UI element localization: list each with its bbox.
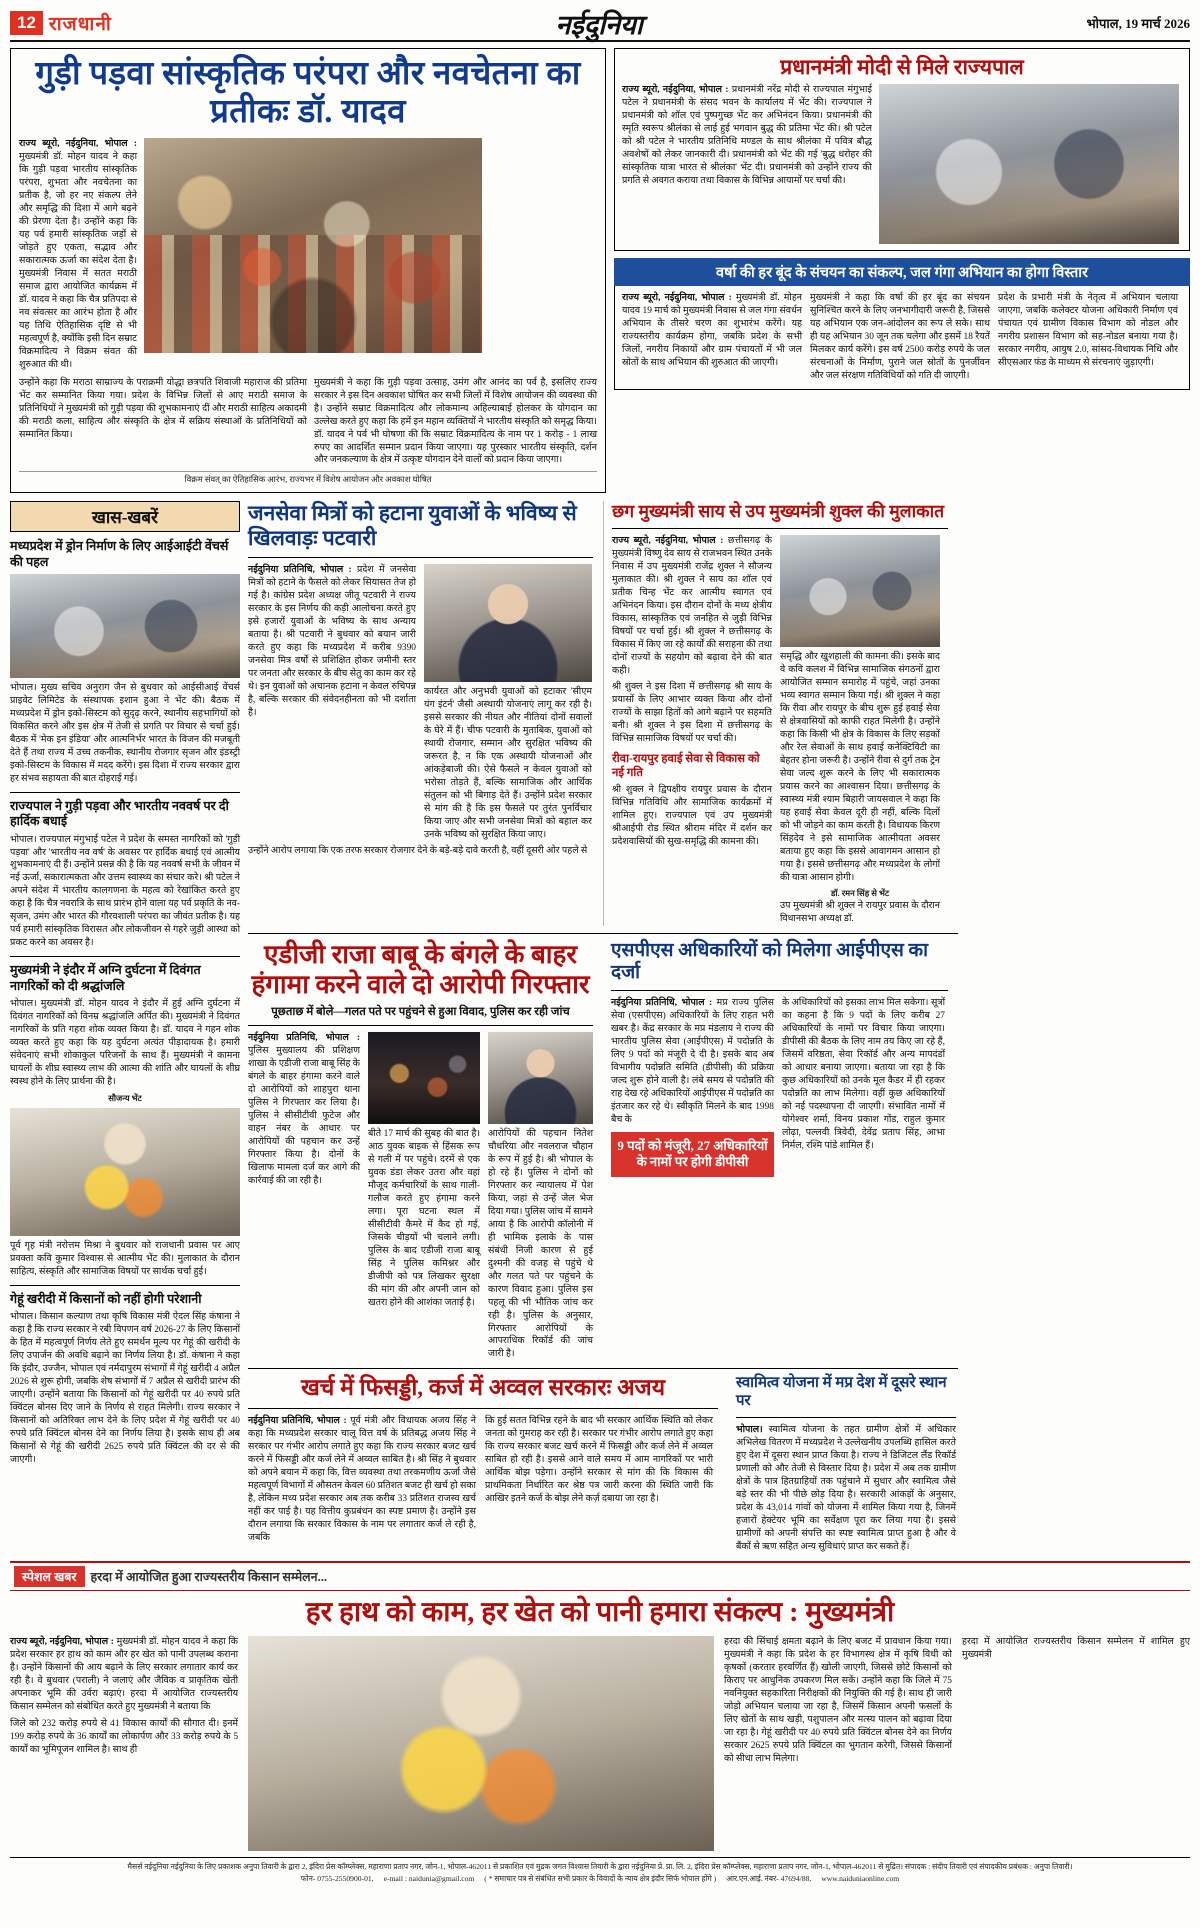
sps-headline: एसपीएस अधिकारियों को मिलेगा आईपीएस का दर्जा <box>611 939 929 984</box>
special-body <box>10 1636 1190 1851</box>
raman-singh-text: उप मुख्यमंत्री श्री शुक्ल ने रायपुर प्रवास के दौरान विधानसभा अध्यक्ष डॉ. <box>780 900 940 924</box>
adg-incident-photo <box>368 1032 480 1124</box>
jal-ganga-c1: मुख्यमंत्री डॉ. मोहन यादव 19 मार्च को मुख्यमंत्री निवास से जल गंगा संवर्धन अभियान के तीसरे चरण का शुभारंभ करेंगे। यह राज्यस्तरीय कार्यक्रम होगा, जबकि प्रदेश के सभी जिलों, नगरीय निकायों और ग्राम पंचायतों में भी जल स्रोतों के साथ अभियान की शुरुआत की जाएगी। <box>622 293 802 368</box>
khas-item-1-text: भोपाल। राज्यपाल मंगुभाई पटेल ने प्रदेश के समस्त नागरिकों को 'गुड़ी पड़वा' और 'भारतीय नव वर्ष' के अवसर पर हार्दिक बधाई एवं आत्मीय शुभकामनाएं दी हैं। उन्होंने प्रसन्न की है कि यह नववर्ष सभी के जीवन में नई ऊर्जा, सकारात्मकता और उत्तम स्वास्थ्य का संचार करे। श्री पटेल ने अपने संदेश में भारतीय कालगणना के महत्व को रेखांकित करते हुए कहा है कि चैत्र नवरात्रि के साथ प्रारंभ होने वाला यह पर्व प्रकृति के नव-सृजन, उमंग और भारत की गौरवशाली परंपरा का जीवंत प्रतीक है। यह पर्व हमारी सांस्कृतिक विरासत और लोकजीवन से गहरे जुड़ी आस्था को प्रकट करने का अवसर है। <box>10 834 240 949</box>
jal-ganga-col-1 <box>622 292 802 383</box>
kharch-svamitva-row <box>248 1375 958 1553</box>
lead-col2-text: उन्होंने कहा कि मराठा साम्राज्य के पराक्रमी योद्धा छत्रपति शिवाजी महाराज की प्रतिमा भेंट कर सम्मानित किया गया। प्रदेश के विभिन्न जिलों से आए मराठी समाज के प्रतिनिधियों ने मुख्यमंत्री को गुड़ी पड़वा की शुभकामनाएं दीं और मराठी साहित्य अकादमी की मराठी कला, साहित्य और संस्कृति के क्षेत्र में सक्रिय संस्थाओं के प्रतिनिधियों को सम्मानित किया। <box>19 377 307 440</box>
governor-article <box>614 48 1190 251</box>
cg-col-2 <box>780 535 940 925</box>
kharch-col-2 <box>485 1415 713 1545</box>
patwari-photo <box>424 564 592 682</box>
lead-col1-text: मुख्यमंत्री डॉ. मोहन यादव ने कहा कि गुड़ी पड़वा भारतीय सांस्कृतिक परंपरा, शुभता और नवचेतना का प्रतीक है, जो हर नए संकल्प लेने और समृद्धि की दिशा में आगे बढ़ने की प्रेरणा देता है। उन्होंने कहा कि यह पर्व हमारी सांस्कृतिक जड़ों से जोड़ते हुए एकता, सद्भाव और सकारात्मक ऊर्जा का संदेश देता है। मुख्यमंत्री निवास में सतत मराठी समाज द्वारा आयोजित कार्यक्रम में डॉ. यादव ने कहा कि चैत्र प्रतिपदा से नव संवत्सर का आरंभ होता है और यह तिथि ऐतिहासिक दृष्टि से भी महत्वपूर्ण है, क्योंकि इसी दिन सम्राट विक्रमादित्य ने विक्रम संवत की शुरुआत की थी। <box>19 152 137 370</box>
footer-line-1: मैसर्स नईदुनिया नईदुनिया के लिए प्रकाशक अनुपा तिवारी के द्वारा 2, इंदिरा प्रेस कॉम्प्लेक्स, महाराणा प्रताप नगर, जोन-1, भोपाल-462011 से प्रकाशित एवं मुद्रक जगत विश्वास तिवारी के द्वारा नईदुनिया प्रे. प्रा. लि. 2, इंदिरा प्रेस कॉम्प्लेक्स, महाराणा प्रताप नगर, जोन-1, भोपाल-462011 से मुद्रित। संपादक : संदीप तिवारी एवं संपादकीय प्रबंधक : अनुपा तिवारी। <box>127 1861 1073 1871</box>
sps-article <box>603 940 948 1362</box>
special-headline: हर हाथ को काम, हर खेत को पानी हमारा संकल्प : मुख्यमंत्री <box>305 1597 895 1629</box>
jal-ganga-article <box>614 286 1190 390</box>
patwari-cg-row <box>248 501 958 925</box>
saujanya-bhent-caption: सौजन्य भेंट <box>108 1093 142 1103</box>
svamitva-headline: स्वामित्व योजना में मप्र देश में दूसरे स्थान पर <box>736 1375 947 1410</box>
jal-ganga-banner: वर्षा की हर बूंद के संचयन का संकल्प, जल गंगा अभियान का होगा विस्तार <box>614 258 1190 286</box>
cg-sub-headline: रीवा-रायपुर हवाई सेवा से विकास को नई गति <box>612 752 760 779</box>
cg-meeting-photo <box>780 535 940 647</box>
cg-c1: छत्तीसगढ़ के मुख्यमंत्री विष्णु देव साय से राजभवन स्थित उनके निवास में उप मुख्यमंत्री राजेंद्र शुक्ल ने सौजन्य मुलाकात की। श्री शुक्ल ने साय का शॉल एवं प्रतीक चिन्ह भेंट कर आत्मीय स्वागत एवं अभिनंदन किया। इस दौरान दोनों के मध्य क्षेत्रीय विकास, सांस्कृतिक एवं जनहित से जुड़ी विभिन्न विषयों पर चर्चा हुई। श्री शुक्ल ने छत्तीसगढ़ के विकास में किए जा रहे कार्यों की सराहना की तथा दोनों राज्यों के सहयोग को बढ़ावा देने की बात कही। <box>612 536 773 677</box>
svamitva-text: स्वामित्व योजना के तहत ग्रामीण क्षेत्रों में अधिकार अभिलेख वितरण में मध्यप्रदेश ने उल्लेखनीय उपलब्धि हासिल करते हुए देश में दूसरा स्थान प्राप्त किया है। राज्य ने डिजिटल लैंड रिकॉर्ड प्रणाली को और तेजी से विस्तार दिया है। प्रदेश में अब तक ग्रामीण क्षेत्रों के पात्र हितग्राहियों तक पहुंचाने में सुधार और स्वामित्व जैसे बड़े स्तर की भी पीछे छोड़ दिया है। सरकारी आंकड़ों के अनुसार, प्रदेश के 43,014 गांवों को योजना में शामिल किया गया है, जिनमें हजारों हेक्टेयर भूमि का सर्वेक्षण पूरा कर लिया गया है। इससे ग्रामीणों को अपनी संपत्ति का स्पष्ट स्वामित्व प्राप्त हुआ है और वे बैंकों से ऋण सहित अन्य सुविधाएं प्राप्त कर सकते हैं। <box>736 1424 956 1552</box>
footer-website[interactable]: www.naiduniaonline.com <box>821 1874 900 1884</box>
khas-khabren-column <box>10 501 240 1553</box>
special-col-4 <box>962 1636 1190 1851</box>
patwari-dateline: नईदुनिया प्रतिनिधि, भोपाल : <box>248 564 352 575</box>
lead-col-2 <box>19 377 307 468</box>
jal-ganga-col-3 <box>998 292 1178 383</box>
khas-item-2-headline: मुख्यमंत्री ने इंदौर में अग्नि दुर्घटना में दिवंगत नागरिकों को दी श्रद्धांजलि <box>10 963 201 993</box>
jal-ganga-c2: मुख्यमंत्री ने कहा कि वर्षा की हर बूंद का संचयन सुनिश्चित करने के लिए जनभागीदारी जरूरी है, जिससे यह अभियान एक जन-आंदोलन का रूप ले सके। साथ ही यह अभियान 30 जून तक चलेगा और इसमें 18 रैयतें मिलकर कार्य करेंगे। इस वर्ष 2500 करोड़ रुपये के जल संरचनाओं के निर्माण, पुराने जल स्रोतों के पुनर्जीवन और जल संरक्षण गतिविधियों को गति दी जाएगी। <box>810 293 990 381</box>
edition-date: भोपाल, 19 मार्च 2026 <box>1086 16 1190 31</box>
patwari-col-1 <box>248 564 416 842</box>
section-name: राजधानी <box>48 14 112 35</box>
cg-c3: समृद्धि और खुशहाली की कामना की। इसके बाद वे कवि कलश में विभिन्न सामाजिक संगठनों द्वारा आयोजित सम्मान समारोह में पहुंचे, जहां उनका भव्य स्वागत सम्मान किया गई। श्री शुक्ल ने कहा कि रीवा और रायपुर के बीच शुरू हुई हवाई सेवा से क्षेत्रवासियों को काफी राहत मिलेगी है। उन्होंने कहा कि किसी भी क्षेत्र के विकास के लिए सड़कों और रेल सेवाओं के साथ हवाई कनेक्टिविटी का बेहतर होना जरूरी है। उन्होंने रीवा से दुर्ग तक ट्रेन सेवा जल्द शुरू करने के लिए भी सकारात्मक प्रयास करने का आश्वासन दिया। छत्तीसगढ़ के स्वास्थ्य मंत्री श्याम बिहारी जायसवाल ने कहा कि यह हवाई सेवा केवल दूरी ही नहीं, बल्कि दिलों को भी जोड़ने का काम करती है। विधायक किरण सिंहदेव ने इसे सामाजिक आत्मीयता अवसर बताया हुए कहा कि इससे आवागमन आसान हो गया है। इससे छत्तीसगढ़ और मध्यप्रदेश के लोगों की यात्रा आसान होगी। <box>780 652 940 883</box>
governor-text-col <box>622 84 872 244</box>
sps-c1: मप्र राज्य पुलिस सेवा (एसपीएस) अधिकारियों के लिए राहत भरी खबर है। केंद्र सरकार के मप्र मंडलाय ने राज्य की भारतीय पुलिस सेवा (आईपीएस) में पदोन्नति के लिए 9 पदों को मंजूरी दे दी है। इसके बाद अब विभागीय पदोन्नति समिति (डीपीसी) की प्रक्रिया जल्द शुरू होने वाली है। लंबे समय से पदोन्नति की राह देख रहे अधिकारियों आईपीएस में पदोन्नति का इंतजार कर रहे थे। स्वीकृति मिलने के बाद 1998 बैच के <box>611 998 775 1126</box>
special-photo <box>248 1636 714 1851</box>
adg-c2: बीते 17 मार्च की सुबह की बात है। आठ युवक बाइक से हिंसक रूप से गली में पर पहुंचे। दरमें से एक युवक डंडा लेकर उतरा और वहां मौजूद कर्मचारियों के साथ गाली-गलौज करते हुए हंगामा करने लगा। पूरा घटना स्थल में सीसीटीवी कैमरे में कैद हो गई, जिसके चीड़यों भी चलाने लगी। पुलिस के बाद एडीजी राजा बाबू सिंह ने पुलिस कमिश्नर और डीजीपी को पत्र लिखकर सुरक्षा की मांग की और अपनी जान को खतरा होने की आशंका जताई है। <box>368 1128 480 1308</box>
patwari-headline: जनसेवा मित्रों को हटाना युवाओं के भविष्य से खिलवाड़ः पटवारी <box>248 501 577 551</box>
special-c3: हरदा की सिंचाई क्षमता बढ़ाने के लिए बजट में प्रावधान किया गया। मुख्यमंत्री ने कहा कि प्रदेश के हर विभागस्थ क्षेत्र में कृषि विधी को कृषकों (करतार हरवर्णित हैं) खोली जाएगी, जिससे छोटे किसानों को किराए पर आधुनिक उपकरण मिल सकें। उन्होंने कहा कि जिले में 75 नवनियुक्त सहकारिता निरीक्षकों की नियुक्ति की गई है। साथ ही जारी जोड़ो अभियान चलाया जा रहा है, जिसमें किसान अपनी फसलों के लिए खेतों के साथ खड़ी, पशुपालन और मत्स्य पालन को बढ़ावा दिया जा रहा है। गेहूं खरीदी पर 40 रुपये प्रति क्विंटल बोनस देने का निर्णय सरकार 2625 रुपये प्रति क्विंटल का भुगतान करेगी, जिससे किसानों को सीधा लाभ मिलेगा। <box>723 1636 952 1764</box>
lead-photo-caption: विक्रम संवत् का ऐतिहासिक आरंभ, राज्यभर में विशेष आयोजन और अवकाश घोषित <box>184 475 432 485</box>
special-subtitle: हरदा में आयोजित हुआ राज्यस्तरीय किसान सम्मेलन... <box>90 1570 327 1585</box>
saujanya-bhent-text: पूर्व गृह मंत्री नरोत्तम मिश्रा ने बुधवार को राजधानी प्रवास पर आए प्रवक्ता कवि कुमार विश्वास से आत्मीय भेंट की। मुलाकात के दौरान साहित्य, संस्कृति और सामाजिक विषयों पर सार्थक चर्चा हुई। <box>10 1240 240 1277</box>
page-footer <box>10 1857 1190 1885</box>
footer-phone: फोन- 0755-2550900-01, <box>300 1874 374 1884</box>
footer-rni: आर.एन.आई. नंबर- 47694/88, <box>726 1874 812 1884</box>
lead-body <box>19 138 597 371</box>
top-section <box>10 48 1190 493</box>
kharch-c1: पूर्व मंत्री और विधायक अजय सिंह ने कहा कि मध्यप्रदेश सरकार चालू वित्त वर्ष के प्रतिबद्ध अजय सिंह ने सरकार पर गंभीर आरोप लगाते हुए कहा कि राज्य सरकार बजट खर्च करने में फिसड्डी और कर्ज लेने में अव्वल साबित है। श्री सिंह ने बुधवार को अपने बयान में कहा कि, वित्त व्यवस्था तथा तरकमणीय ऊर्जा जैसे महत्वपूर्ण विभागों में औसतन केवल 60 प्रतिशत बजट ही खर्च हो सका है, लेकिन मध्य प्रदेश सरकार अब तक करीब 33 प्रतिशत राजस्व खर्च नहीं कर पाई है। यह वित्तीय कुप्रबंधन का स्पष्ट प्रमाण है। उन्होंने इस दौरान लगाया कि सरकार विकास के नाम पर लगातार कर्ज ले रही है, जबकि <box>248 1416 477 1543</box>
sps-c2: के अधिकारियों को इसका लाभ मिल सकेगा। सूत्रों का कहना है कि 9 पदों के लिए करीब 27 अधिकारियों के नामों पर विचार किया जाएगा। डीपीसी की बैठक के लिए नाम तय किए जा रहे हैं, जिसमें वरिष्ठता, सेवा रिकॉर्ड और अन्य मापदंडों को आधार बनाया जाएगा। बताया जा रहा है कि कुछ अधिकारियों को उनके मूल कैडर में ही रहकर पदोन्नति का लाभ मिलेगा। वहीं कुछ अधिकारियों को नई पदस्थापना दी जाएगी। संभावित नामों में योगेश्वर शर्मा, विनय प्रकाश गोंड, राहुल कुमार लोढ़ा, पल्लवी त्रिवेदी, देवेंद्र प्रताप सिंह, आभा निर्मल, रश्मि पांडे शामिल हैं। <box>782 998 945 1152</box>
special-col-1 <box>10 1636 238 1851</box>
khas-item-1-headline: राज्यपाल ने गुड़ी पड़वा और भारतीय नववर्ष पर दी हार्दिक बधाई <box>10 798 229 829</box>
khas-item-0-photo <box>10 574 240 678</box>
kharch-headline: खर्च में फिसड्डी, कर्ज में अव्वल सरकारः अजय <box>300 1375 666 1401</box>
patwari-c2: कार्यरत और अनुभवी युवाओं को हटाकर 'सीएम यंग इंटर्न' जैसी अस्थायी योजनाएं लागू कर रही है। इससे सरकार की नीयत और नीतियां दोनों सवालों के घेरे में हैं। चीफ पटवारी के मुताबिक, युवाओं को स्थायी रोजगार, सम्मान और सुरक्षित भविष्य की जरूरत है, न कि एक अस्थायी योजनाओं और आंकड़ेबाजी की। ऐसे फैसले न केवल युवाओं को भरोसा तोड़ते हैं, बल्कि सामाजिक और आर्थिक संतुलन को भी बिगाड़ देते हैं। उन्होंने प्रदेश सरकार से मांग की है कि इस फैसले पर तुरंत पुनर्विचार किया जाए और सभी जनसेवा मित्रों को बहाल कर उनके भविष्य को सुरक्षित किया जाए। <box>424 686 592 840</box>
kharch-dateline: नईदुनिया प्रतिनिधि, भोपाल : <box>248 1416 347 1427</box>
kharch-c2: कि हुई सतत विभिन्न रहने के बाद भी सरकार आर्थिक स्थिति को लेकर जनता को गुमराह कर रही है। सरकार पर गंभीर आरोप लगाते हुए कहा कि राज्य सरकार बजट खर्च करने में फिसड्डी और कर्ज लेने में अव्वल साबित हो रही है। इससे आने वाले समय में आम नागरिकों पर भारी आर्थिक बोझ पड़ेगा। उन्होंने सरकार से मांग की कि विकास की प्राथमिकता निर्धारित कर श्रेष्ठ पत्र जारी करना की स्थिति जारी कि आखिर इतने कर्ज के बोझ लेने कर्ज़ दबाया जा रहा है। <box>485 1416 713 1504</box>
adg-subheadline: पूछताछ में बोले—गलत पते पर पहुंचने से हुआ विवाद, पुलिस कर रही जांच <box>271 1005 570 1018</box>
patwari-c1: प्रदेश में जनसेवा मित्रों को हटाने के फैसले को लेकर सियासत तेज हो गई है। कांग्रेस प्रदेश अध्यक्ष जीतू पटवारी ने राज्य सरकार के इस निर्णय की कड़ी आलोचना करते हुए इसे हजारों युवाओं के भविष्य के साथ अन्याय बताया है। श्री पटवारी ने बुधवार को बयान जारी करते हुए कहा कि मध्यप्रदेश में करीब 9390 जनसेवा मित्र वर्षों से प्रशिक्षित होकर जमीनी स्तर पर जनता और सरकार के बीच सेतु का काम कर रहे थे। इन युवाओं को अचानक हटाना न केवल रुचिपन्न है, बल्कि सरकार की संवेदनहीनता को भी दर्शाता है। <box>248 564 416 718</box>
cg-meeting-headline: छग मुख्यमंत्री साय से उप मुख्यमंत्री शुक्ल की मुलाकात <box>612 501 945 522</box>
khas-item-0-headline: मध्यप्रदेश में ड्रोन निर्माण के लिए आईआईटी वेंचर्स की पहल <box>10 539 229 569</box>
lead-dateline: राज्य ब्यूरो, नईदुनिया, भोपाल : <box>19 139 137 150</box>
lead-body-2 <box>19 377 597 468</box>
svamitva-article <box>728 1375 956 1553</box>
saujanya-bhent-photo <box>10 1108 240 1236</box>
sps-col-1 <box>611 997 774 1181</box>
adg-dateline: नईदुनिया प्रतिनिधि, भोपाल : <box>248 1032 360 1043</box>
governor-headline: प्रधानमंत्री मोदी से मिले राज्यपाल <box>780 55 1024 79</box>
governor-text: प्रधानमंत्री नरेंद्र मोदी से राज्यपाल मंगुभाई पटेल ने प्रधानमंत्री के संसद भवन के कार्यालय में भेंट की। राज्यपाल ने प्रधानमंत्री को शॉल एवं पुष्पगुच्छ भेंट कर अभिनंदन किया। प्रधानमंत्री की स्मृति स्वरूप श्रीलंका से लाई हुई भगवान बुद्ध की प्रतिमा भेंट की। श्री पटेल को श्री पटेल ने भारतीय प्रतिनिधि मण्डल के साथ श्रीलंका में पवित्र बौद्ध अवशेषों को लेकर जानकारी दी। प्रधानमंत्री को भेंट की गई 'बुद्ध धरोहर की सांस्कृतिक यात्रा भारत से श्रीलंका' भेंट दी। प्रधानमंत्री को उन्होंने राज्य की प्रगति से अवगत कराया तथा विकास के विभिन्न आयामों पर चर्चा की। <box>622 85 873 186</box>
masthead-center <box>112 5 1087 42</box>
adg-col-1 <box>248 1032 360 1361</box>
cg-meeting-article <box>603 501 948 925</box>
patwari-col-2 <box>424 564 592 842</box>
jal-ganga-col-2 <box>810 292 990 383</box>
page-number: 12 <box>10 11 43 35</box>
lead-headline: गुड़ी पड़वा सांस्कृतिक परंपरा और नवचेतना का प्रतीकः डॉ. यादव <box>35 56 581 130</box>
special-col-3 <box>724 1636 952 1851</box>
lead-col3-text: मुख्यमंत्री ने कहा कि गुड़ी पड़वा उत्साह, उमंग और आनंद का पर्व है, इसलिए राज्य सरकार ने इस दिन अवकाश घोषित कर सभी जिलों में विशेष आयोजन की व्यवस्था की है। उन्होंने सम्राट विक्रमादित्य और लोकमान्य अहिल्याबाई होलकर के योगदान का उल्लेख करते हुए कहा कि हमें इन महान व्यक्तियों ने भारतीय संस्कृति को समृद्ध किया। डॉ. यादव ने पर्व भी घोषणा की कि सम्राट विक्रमादित्य के नाम पर 1 करोड़ - 1 लाख रुपए का आदर्शित सम्मान प्रदान किया जाएगा। यह पुरस्कार भारतीय संस्कृति, दर्शन और जनकल्याण के क्षेत्र में उत्कृष्ट योगदान देने वालों को प्रदान किया जाएगा। <box>313 377 597 466</box>
lead-photo <box>144 138 482 353</box>
khas-item-3-headline: गेहूं खरीदी में किसानों को नहीं होगी परेशानी <box>10 1291 202 1306</box>
special-story-header <box>10 1561 1190 1591</box>
special-c1: मुख्यमंत्री डॉ. मोहन यादव ने कहा कि प्रदेश सरकार हर हाथ को काम और हर खेत को पानी उपलब्ध कराना है। उन्होंने किसानों की आय बढ़ाने के लिए सरकार लगातार कार्य कर रही है। वे बुधवार (पराली) ने जलाएं और जैविक व प्राकृतिक खेती अपनाकर भूमि की उर्वरा बढ़ाएं। हरदा में आयोजित राज्यस्तरीय किसान सम्मेलन को संबोधित करते हुए मुख्यमंत्री ने बताया कि <box>10 1636 239 1712</box>
middle-section <box>10 501 1190 1553</box>
cg-sub-text: श्री शुक्ल ने द्विपक्षीय रायपुर प्रवास के दौरान विभिन्न गतिविधि और सामाजिक कार्यक्रमों में शामिल हुए। राज्यपाल एवं उप मुख्यमंत्री श्रीआईपी रोड स्थित श्रीराम मंदिर में दर्शन कर प्रदेशवासियों की सुख-समृद्धि की कामना की। <box>612 784 772 847</box>
khas-item-3-text: भोपाल। किसान कल्याण तथा कृषि विकास मंत्री ऐदल सिंह कंषाना ने कहा है कि राज्य सरकार ने रबी विपणन वर्ष 2026-27 के लिए किसानों के हित में महत्वपूर्ण निर्णय लेते हुए समर्थन मूल्य पर गेहूं की खरीदी के लिए उपार्जन की अवधि बढ़ाने का निर्णय लिया है। डॉ. कंषाना ने कहा कि इंदौर, उज्जैन, भोपाल एवं नर्मदापुरम संभागों में गेहूं खरीदी 4 अप्रैल 2026 से शुरू होगी, जबकि शेष संभागों में 7 अप्रैल से खरीदी प्रारंभ की जाएगी। उन्होंने बताया कि किसानों को गेहूं खरीदी पर 40 रुपये प्रति क्विंटल बोनस दिए जाने के निर्णय से राहत मिलेगी। राज्य सरकार ने किसानों को अतिरिक्त लाभ देने के लिए प्रदेश में गेहूं खरीदी पर 40 रुपये प्रति क्विंटल बोनस देने का निर्णय लिया है। इसके साथ ही अब किसानों से गेहूं की खरीदी 2625 रुपये प्रति क्विंटल की दर से की जाएगी। <box>10 1311 240 1465</box>
center-column <box>248 501 958 1553</box>
kharch-article <box>248 1375 718 1553</box>
lead-col-3 <box>314 377 597 468</box>
kharch-col-1 <box>248 1415 476 1545</box>
khas-item-0-text: भोपाल। मुख्य सचिव अनुराग जैन से बुधवार को आईसीआई वेंचर्स प्राइवेट लिमिटेड के संस्थापक इशान हुआ ने भेंट की। बैठक में मध्यप्रदेश में ड्रोन इको-सिस्टम को सुदृढ़ करने, स्थानीय सहभागियों को विकसित करने और इस क्षेत्र में तेजी से प्रगति पर विचार से चर्चा हुई। बैठक में 'मेक इन इंडिया' और आत्मनिर्भर भारत के विजन की मजबूती देते हैं तथा राज्य में उच्च तकनीक, स्थानीय रोजगार सृजन और इंडस्ट्री इको-सिस्टम के विकास में मदद करेंगे। इस दिशा में राज्य सरकार द्वारा हर संभव सहायता की बात दोहराई गई। <box>10 683 240 784</box>
adg-headline: एडीजी राजा बाबू के बंगले के बाहर हंगामा करने वाले दो आरोपी गिरफ्तार <box>251 939 590 999</box>
khas-khabren-header: खास-खबरें <box>10 501 240 532</box>
special-c2: जिले को 232 करोड़ रुपये से 41 विकास कार्यों की सौगात दी। इनमें 199 करोड़ रुपये के 36 कार्यों का लोकार्पण और 33 करोड़ रुपये के 5 कार्यों का भूमिपूजन शामिल है। साथ ही <box>10 1718 239 1755</box>
sps-callout: 9 पदों को मंजूरी, 27 अधिकारियों के नामों पर होगी डीपीसी <box>611 1132 774 1177</box>
adg-officer-photo <box>488 1032 593 1124</box>
special-caption: हरदा में आयोजित राज्यस्तरीय किसान सम्मेलन में शामिल हुए मुख्यमंत्री <box>961 1636 1190 1660</box>
special-tag: स्पेशल खबर <box>14 1566 85 1587</box>
svamitva-dateline: भोपाल। <box>736 1424 763 1435</box>
patwari-article <box>248 501 593 925</box>
governor-dateline: राज्य ब्यूरो, नईदुनिया, भोपाल : <box>622 85 729 96</box>
khas-item-2-text: भोपाल। मुख्यमंत्री डॉ. मोहन यादव ने इंदौर में हुई अग्नि दुर्घटना में दिवंगत नागरिकों को विनम्र श्रद्धांजलि अर्पित की। मुख्यमंत्री ने दिवंगत नागरिकों के प्रति गहरा शोक व्यक्त किया है। डॉ. यादव ने गहन शोक व्यक्त करते हुए कहा कि यह दुर्घटना अत्यंत पीड़ादायक है। हमारी संवेदनाएं सभी शोकाकुल परिजनों के साथ हैं। मुख्यमंत्री ने कामना घायलों के शीघ्र स्वास्थ्य लाभ की आत्मा की शांति और घायलों के शीघ्र स्वस्थ होने के लिए प्रार्थना की है। <box>10 998 240 1087</box>
special-article <box>10 1597 1190 1850</box>
footer-email[interactable]: e-mail : naidunia@gmail.com <box>383 1874 475 1884</box>
newspaper-logo: नईदुनिया <box>555 9 643 40</box>
right-top-section <box>614 48 1190 493</box>
adg-c3: आरोपियों की पहचान नितेश चौधरिया और नवलराज चौहान के रूप में हुई है। श्री भोपाल के हो रहे हैं। पुलिस ने दोनों को गिरफ्तार कर न्यायालय में पेश किया, जहां से उन्हें जेल भेज दिया गया। पुलिस जांच में सामने आया है कि आरोपी कॉलोनी में ही भामिक इलाके के पास संबंधी निजी कारण से हुई दुश्मनी की वजह से पहुंचे थे और गलत पते पर पहुंचने के कारण विवाद हुआ। पुलिस इस पहलू की भी भौतिक जांच कर रही है। पुलिस के अनुसार, गिरफ्तार आरोपियों के आपराधिक रिकॉर्ड की जांच जारी है। <box>488 1128 593 1360</box>
adg-col-2 <box>368 1032 480 1361</box>
masthead <box>10 8 1190 42</box>
lead-col-1 <box>19 138 137 371</box>
lead-article <box>10 48 606 493</box>
jal-ganga-dateline: राज्य ब्यूरो, नईदुनिया, भोपाल : <box>622 293 732 304</box>
jal-ganga-c3: प्रदेश के प्रभारी मंत्री के नेतृत्व में अभियान चलाया जाएगा, जबकि कलेक्टर योजना अधिकारी निर्माण एवं पंचायत एवं ग्रामीण विकास विभाग को नोडल और नगरीय प्रशासन विभाग को सह-नोडल बनाया गया है। सरकार नगरीय, आयुष 2.0, सांसद-विधायक निधि और सीएसआर फंड के माध्यम से संरचनाएं जुड़ाएगी। <box>998 293 1178 368</box>
governor-photo <box>879 84 1179 244</box>
adg-sps-row <box>248 940 958 1362</box>
cg-col-1 <box>612 535 772 925</box>
sps-dateline: नईदुनिया प्रतिनिधि, भोपाल : <box>611 998 713 1009</box>
patwari-subnote: उन्होंने आरोप लगाया कि एक तरफ सरकार रोजगार देने के बड़े-बड़े दावे करती है, वहीं दूसरी ओर पहले से <box>248 845 588 856</box>
adg-article <box>248 940 593 1362</box>
raman-singh-caption: डॉ. रमन सिंह से भेंट <box>830 888 890 898</box>
special-dateline: राज्य ब्यूरो, नईदुनिया, भोपाल : <box>10 1636 114 1647</box>
cg-dateline: राज्य ब्यूरो, नईदुनिया, भोपाल : <box>612 536 724 547</box>
adg-c1: पुलिस मुख्यालय की प्रशिक्षण शाखा के एडीजी राजा बाबू सिंह के बंगले के बाहर हंगामा करने वाले दो आरोपियों को शाहपुरा थाना पुलिस ने गिरफ्तार कर लिया है। पुलिस ने सीसीटीवी फुटेज और वाहन नंबर के आधार पर आरोपियों की पहचान कर उन्हें गिरफ्तार किया है। दोनों के खिलाफ मामला दर्ज कर आगे की कार्रवाई की जा रही है। <box>248 1045 360 1186</box>
special-photo-wrap <box>248 1636 714 1851</box>
footer-note: ( * समाचार पत्र से संबंधित सभी प्रकार के विवादों के न्याय क्षेत्र इंदौर सिर्फ भोपाल होंगे ) <box>484 1874 717 1884</box>
cg-c2: श्री शुक्ल ने इस दिशा में छत्तीसगढ़ श्री साय के प्रयासों के लिए आभार व्यक्त किया और दोनों राज्यों के साझा हितों को आगे बढ़ाने पर सहमति बनी। श्री शुक्ल ने इस दिशा में छत्तीसगढ़ के विभिन्न सामाजिक विषयों पर चर्चा की। <box>612 682 772 744</box>
sps-col-2 <box>782 997 945 1181</box>
adg-col-3 <box>488 1032 593 1361</box>
